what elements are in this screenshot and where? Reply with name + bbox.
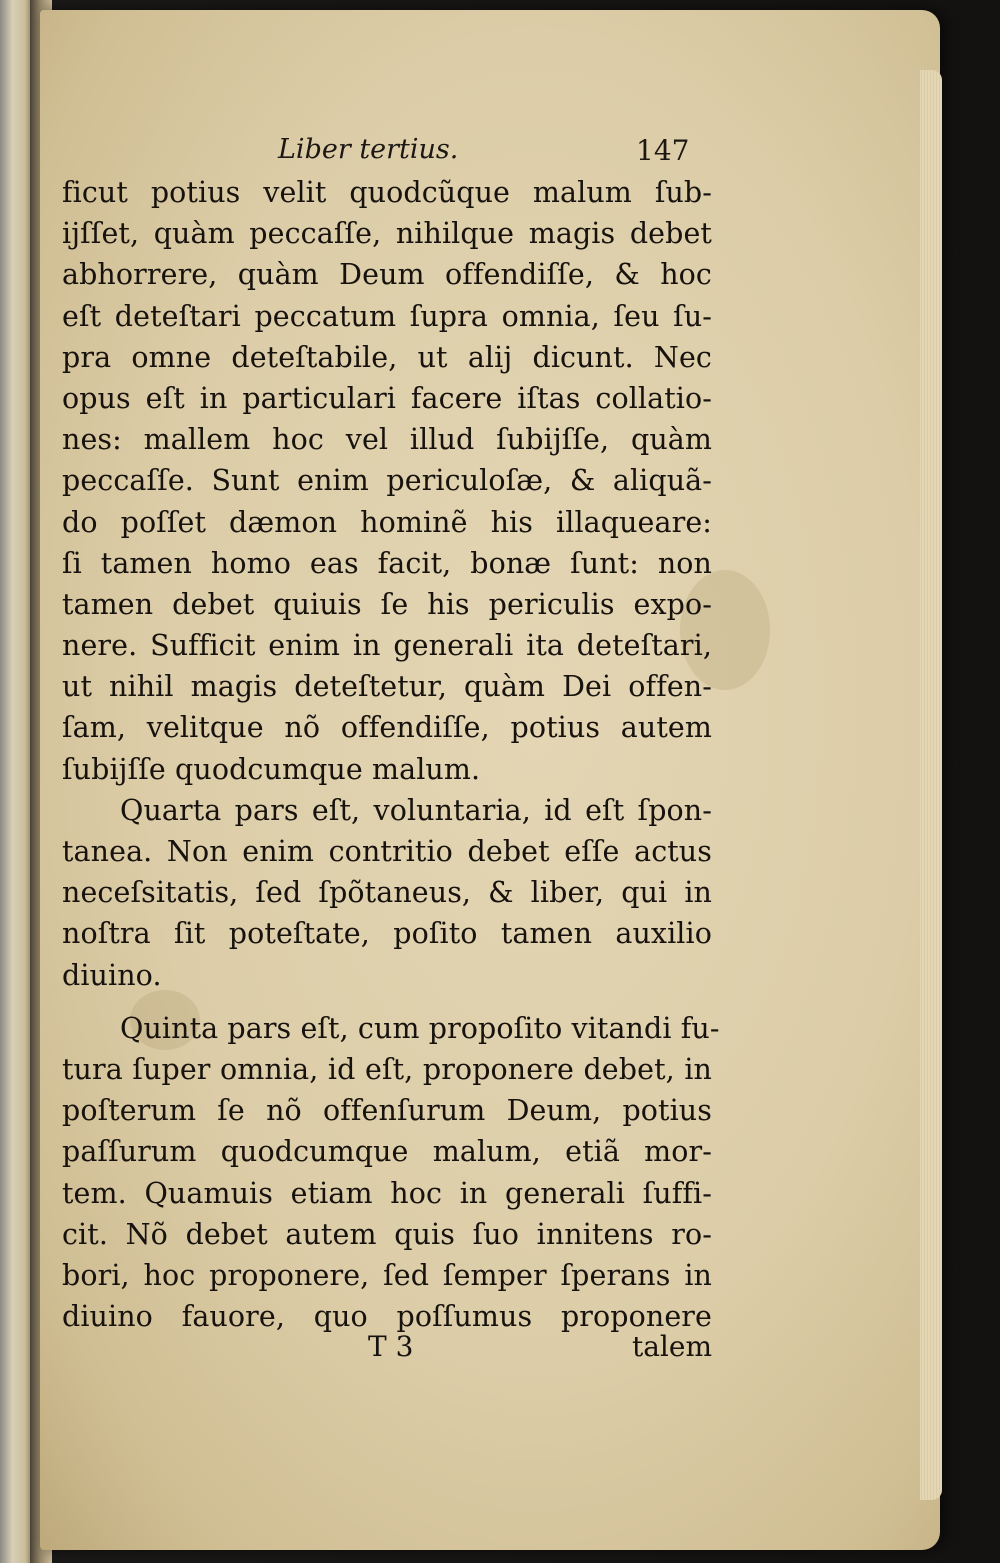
paragraph-start-line: Quinta pars eſt, cum propoſito vitandi fu- xyxy=(120,1011,720,1045)
text-line: nere. Sufficit enim in generali ita deteſtari, xyxy=(62,629,712,663)
text-line: neceſsitatis, ſed ſpõtaneus, & liber, qui in xyxy=(62,876,712,910)
text-line: ſam, velitque nõ offendiſſe, potius autem xyxy=(62,711,712,745)
text-line: eſt deteſtari peccatum ſupra omnia, ſeu ſu- xyxy=(62,299,712,333)
running-head-title: Liber tertius. xyxy=(278,134,459,165)
page-fore-edge xyxy=(920,70,942,1500)
text-line: opus eſt in particulari facere iſtas collatio- xyxy=(62,381,712,415)
paragraph-gap xyxy=(62,996,712,1008)
text-line: ficut potius velit quodcũque malum ſub- xyxy=(62,176,712,209)
text-line: cit. Nõ debet autem quis ſuo innitens ro- xyxy=(62,1217,712,1251)
text-line: diuino fauore, quo poſſumus proponere xyxy=(62,1300,712,1334)
page-number: 147 xyxy=(636,134,690,167)
text-line: paſſurum quodcumque malum, etiã mor- xyxy=(62,1135,712,1169)
text-line: poſterum ſe nõ offenſurum Deum, potius xyxy=(62,1094,712,1128)
text-line: do poſſet dæmon hominẽ his illaqueare: xyxy=(62,505,712,539)
text-line: ijſſet, quàm peccaſſe, nihilque magis debet xyxy=(62,217,712,251)
text-line: tanea. Non enim contritio debet eſſe actus xyxy=(62,835,712,868)
text-line: nes: mallem hoc vel illud ſubijſſe, quàm xyxy=(62,423,712,457)
text-line: tamen debet quiuis ſe his periculis expo- xyxy=(62,587,712,621)
text-line: peccaſſe. Sunt enim periculoſæ, & aliquã- xyxy=(62,464,712,498)
signature-mark: T 3 xyxy=(368,1330,414,1363)
text-line: pra omne deteſtabile, ut alij dicunt. Nec xyxy=(62,340,712,374)
text-line: tura ſuper omnia, id eſt, proponere debet, in xyxy=(62,1052,712,1086)
text-line: abhorrere, quàm Deum offendiſſe, & hoc xyxy=(62,258,712,292)
text-line: diuino. xyxy=(62,958,162,992)
text-line: tem. Quamuis etiam hoc in generali ſuffi- xyxy=(62,1176,712,1210)
paragraph-start-line: Quarta pars eſt, voluntaria, id eſt ſpon- xyxy=(120,793,712,827)
text-line: ut nihil magis deteſtetur, quàm Dei offen- xyxy=(62,670,712,704)
text-line: ſubijſſe quodcumque malum. xyxy=(62,752,481,786)
text-block xyxy=(62,172,720,1337)
text-line: bori, hoc proponere, ſed ſemper ſperans in xyxy=(62,1258,712,1292)
page-footer xyxy=(62,1330,712,1370)
catchword: talem xyxy=(631,1330,712,1363)
text-line: noſtra ſit poteſtate, poſito tamen auxilio xyxy=(62,917,712,951)
text-line: ſi tamen homo eas facit, bonæ ſunt: non xyxy=(62,546,712,580)
